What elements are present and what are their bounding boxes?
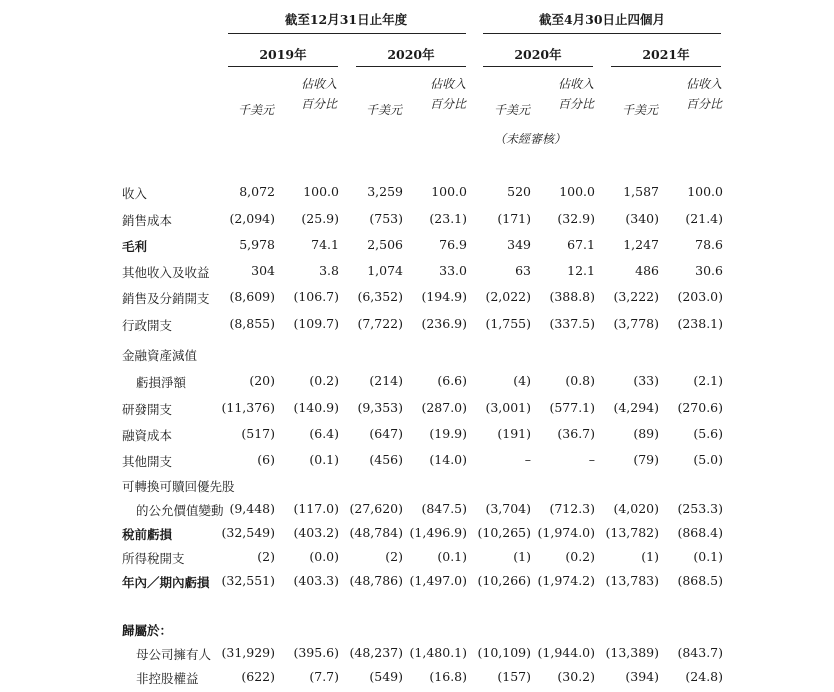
row-value-cell: (712.3) xyxy=(549,501,595,516)
row-value-cell: (3,778) xyxy=(613,316,659,331)
row-value-cell: 12.1 xyxy=(567,263,595,278)
row-label: 銷售成本 xyxy=(122,213,173,228)
row-value-cell: – xyxy=(524,452,531,467)
unit-header-col5: 千美元 xyxy=(493,103,530,117)
row-value-cell: (1,480.1) xyxy=(409,645,467,660)
row-value-cell: (2) xyxy=(257,549,275,564)
row-label: 其他收入及收益 xyxy=(122,265,210,280)
row-value-cell: 2,506 xyxy=(367,237,403,252)
row-value-cell: (3,222) xyxy=(613,289,659,304)
row-value-cell: (2,022) xyxy=(485,289,531,304)
row-value-cell: (2,094) xyxy=(229,211,275,226)
row-value-cell: (24.8) xyxy=(685,669,723,684)
row-value-cell: 67.1 xyxy=(567,237,595,252)
row-value-cell: (32.9) xyxy=(557,211,595,226)
period-underline-four-months xyxy=(483,33,721,34)
row-value-cell: (337.5) xyxy=(549,316,595,331)
row-label: 研發開支 xyxy=(122,402,173,417)
row-value-cell: 3.8 xyxy=(319,263,339,278)
row-value-cell: (9,448) xyxy=(229,501,275,516)
row-label: 的公允價值變動 xyxy=(136,503,224,518)
row-value-cell: (7,722) xyxy=(357,316,403,331)
year-underline-2021 xyxy=(611,66,721,67)
row-value-cell: (868.4) xyxy=(677,525,723,540)
row-value-cell: (5.0) xyxy=(693,452,723,467)
row-value-cell: 1,074 xyxy=(367,263,403,278)
row-value-cell: (253.3) xyxy=(677,501,723,516)
year-header-2020: 2020年 xyxy=(387,47,435,62)
pct-header-col6: 佔收入 百分比 xyxy=(557,77,594,111)
row-value-cell: (194.9) xyxy=(421,289,467,304)
row-value-cell: 74.1 xyxy=(311,237,339,252)
row-value-cell: (2.1) xyxy=(693,373,723,388)
row-label: 稅前虧損 xyxy=(122,527,173,542)
row-value-cell: (214) xyxy=(369,373,403,388)
row-value-cell: – xyxy=(588,452,595,467)
row-value-cell: (753) xyxy=(369,211,403,226)
row-value-cell: (0.2) xyxy=(309,373,339,388)
pct-header-col2: 佔收入 百分比 xyxy=(300,77,337,111)
row-value-cell: (13,389) xyxy=(605,645,659,660)
row-value-cell: (0.0) xyxy=(309,549,339,564)
row-label: 歸屬於： xyxy=(122,623,173,638)
row-value-cell: (6.4) xyxy=(309,426,339,441)
row-value-cell: 5,978 xyxy=(239,237,275,252)
row-label: 毛利 xyxy=(122,239,148,254)
row-value-cell: 304 xyxy=(251,263,275,278)
year-header-2020-period: 2020年 xyxy=(514,47,562,62)
row-value-cell: (6,352) xyxy=(357,289,403,304)
row-value-cell: (20) xyxy=(249,373,275,388)
row-value-cell: 1,247 xyxy=(623,237,659,252)
row-value-cell: (3,704) xyxy=(485,501,531,516)
row-value-cell: (8,609) xyxy=(229,289,275,304)
row-value-cell: (394) xyxy=(625,669,659,684)
row-label: 銷售及分銷開支 xyxy=(122,291,210,306)
unit-header-col3: 千美元 xyxy=(365,103,402,117)
row-value-cell: (1) xyxy=(513,549,531,564)
row-value-cell: (11,376) xyxy=(221,400,275,415)
row-value-cell: (622) xyxy=(241,669,275,684)
row-value-cell: (395.6) xyxy=(293,645,339,660)
row-value-cell: (287.0) xyxy=(421,400,467,415)
row-value-cell: 33.0 xyxy=(439,263,467,278)
row-value-cell: (203.0) xyxy=(677,289,723,304)
row-value-cell: (388.8) xyxy=(549,289,595,304)
row-value-cell: 76.9 xyxy=(439,237,467,252)
row-value-cell: (36.7) xyxy=(557,426,595,441)
row-value-cell: (1,755) xyxy=(485,316,531,331)
row-label: 行政開支 xyxy=(122,318,173,333)
row-value-cell: (106.7) xyxy=(293,289,339,304)
row-value-cell: 30.6 xyxy=(695,263,723,278)
row-value-cell: (8,855) xyxy=(229,316,275,331)
row-value-cell: (238.1) xyxy=(677,316,723,331)
row-label: 所得稅開支 xyxy=(122,551,185,566)
row-value-cell: (30.2) xyxy=(557,669,595,684)
row-label: 年內／期內虧損 xyxy=(122,575,210,590)
row-label: 母公司擁有人 xyxy=(136,647,212,662)
row-value-cell: (517) xyxy=(241,426,275,441)
row-value-cell: (340) xyxy=(625,211,659,226)
row-value-cell: (48,784) xyxy=(349,525,403,540)
row-value-cell: 486 xyxy=(635,263,659,278)
row-value-cell: (89) xyxy=(633,426,659,441)
row-value-cell: 100.0 xyxy=(559,184,595,199)
year-underline-2020-period xyxy=(483,66,593,67)
row-value-cell: (0.1) xyxy=(309,452,339,467)
row-label: 融資成本 xyxy=(122,428,173,443)
row-value-cell: (0.2) xyxy=(565,549,595,564)
row-value-cell: (4) xyxy=(513,373,531,388)
row-value-cell: (5.6) xyxy=(693,426,723,441)
row-label: 虧損淨額 xyxy=(136,375,187,390)
row-value-cell: 100.0 xyxy=(303,184,339,199)
row-value-cell: 520 xyxy=(507,184,531,199)
row-value-cell: (13,782) xyxy=(605,525,659,540)
row-value-cell: (847.5) xyxy=(421,501,467,516)
row-label: 收入 xyxy=(122,186,148,201)
row-value-cell: (270.6) xyxy=(677,400,723,415)
row-value-cell: (868.5) xyxy=(677,573,723,588)
row-value-cell: 63 xyxy=(515,263,531,278)
row-value-cell: (4,020) xyxy=(613,501,659,516)
row-value-cell: (4,294) xyxy=(613,400,659,415)
row-value-cell: (32,551) xyxy=(221,573,275,588)
row-value-cell: (27,620) xyxy=(349,501,403,516)
row-value-cell: (21.4) xyxy=(685,211,723,226)
row-value-cell: (647) xyxy=(369,426,403,441)
row-value-cell: (140.9) xyxy=(293,400,339,415)
row-value-cell: (31,929) xyxy=(221,645,275,660)
row-value-cell: (549) xyxy=(369,669,403,684)
row-label: 可轉換可贖回優先股 xyxy=(122,479,235,494)
row-value-cell: (19.9) xyxy=(429,426,467,441)
row-value-cell: (117.0) xyxy=(293,501,339,516)
row-value-cell: (0.8) xyxy=(565,373,595,388)
row-value-cell: (10,265) xyxy=(477,525,531,540)
row-label: 非控股權益 xyxy=(136,671,199,686)
row-value-cell: (0.1) xyxy=(693,549,723,564)
row-value-cell: 100.0 xyxy=(431,184,467,199)
row-value-cell: (403.3) xyxy=(293,573,339,588)
pct-header-col4: 佔收入 百分比 xyxy=(429,77,466,111)
row-value-cell: (1,974.2) xyxy=(537,573,595,588)
row-value-cell: (109.7) xyxy=(293,316,339,331)
row-value-cell: (3,001) xyxy=(485,400,531,415)
row-value-cell: (33) xyxy=(633,373,659,388)
unit-header-col1: 千美元 xyxy=(237,103,274,117)
row-value-cell: (48,237) xyxy=(349,645,403,660)
row-value-cell: (13,783) xyxy=(605,573,659,588)
row-value-cell: (10,266) xyxy=(477,573,531,588)
year-underline-2020 xyxy=(356,66,466,67)
row-value-cell: (236.9) xyxy=(421,316,467,331)
row-value-cell: 349 xyxy=(507,237,531,252)
row-value-cell: (6) xyxy=(257,452,275,467)
row-value-cell: (1,496.9) xyxy=(409,525,467,540)
row-value-cell: (32,549) xyxy=(221,525,275,540)
row-value-cell: (6.6) xyxy=(437,373,467,388)
row-value-cell: (79) xyxy=(633,452,659,467)
row-value-cell: (577.1) xyxy=(549,400,595,415)
period-header-four-months: 截至4月30日止四個月 xyxy=(538,12,666,27)
row-value-cell: 8,072 xyxy=(239,184,275,199)
row-value-cell: 100.0 xyxy=(687,184,723,199)
row-value-cell: (14.0) xyxy=(429,452,467,467)
row-value-cell: 3,259 xyxy=(367,184,403,199)
row-label: 金融資產減值 xyxy=(122,348,198,363)
period-underline-full-year xyxy=(228,33,466,34)
unit-header-col7: 千美元 xyxy=(621,103,658,117)
row-value-cell: (157) xyxy=(497,669,531,684)
row-value-cell: (0.1) xyxy=(437,549,467,564)
row-value-cell: (1,974.0) xyxy=(537,525,595,540)
row-value-cell: (2) xyxy=(385,549,403,564)
year-header-2021: 2021年 xyxy=(642,47,690,62)
unaudited-note: （未經審核） xyxy=(493,132,566,146)
row-value-cell: (171) xyxy=(497,211,531,226)
row-value-cell: (10,109) xyxy=(477,645,531,660)
row-value-cell: 1,587 xyxy=(623,184,659,199)
row-value-cell: (456) xyxy=(369,452,403,467)
year-underline-2019 xyxy=(228,66,338,67)
row-value-cell: (23.1) xyxy=(429,211,467,226)
year-header-2019: 2019年 xyxy=(259,47,307,62)
pct-header-col8: 佔收入 百分比 xyxy=(685,77,722,111)
row-value-cell: (25.9) xyxy=(301,211,339,226)
row-value-cell: (843.7) xyxy=(677,645,723,660)
row-value-cell: (48,786) xyxy=(349,573,403,588)
row-value-cell: (16.8) xyxy=(429,669,467,684)
row-value-cell: (1,497.0) xyxy=(409,573,467,588)
row-value-cell: 78.6 xyxy=(695,237,723,252)
row-value-cell: (9,353) xyxy=(357,400,403,415)
period-header-full-year: 截至12月31日止年度 xyxy=(284,12,408,27)
row-value-cell: (191) xyxy=(497,426,531,441)
row-label: 其他開支 xyxy=(122,454,173,469)
row-value-cell: (7.7) xyxy=(309,669,339,684)
row-value-cell: (1,944.0) xyxy=(537,645,595,660)
row-value-cell: (403.2) xyxy=(293,525,339,540)
row-value-cell: (1) xyxy=(641,549,659,564)
